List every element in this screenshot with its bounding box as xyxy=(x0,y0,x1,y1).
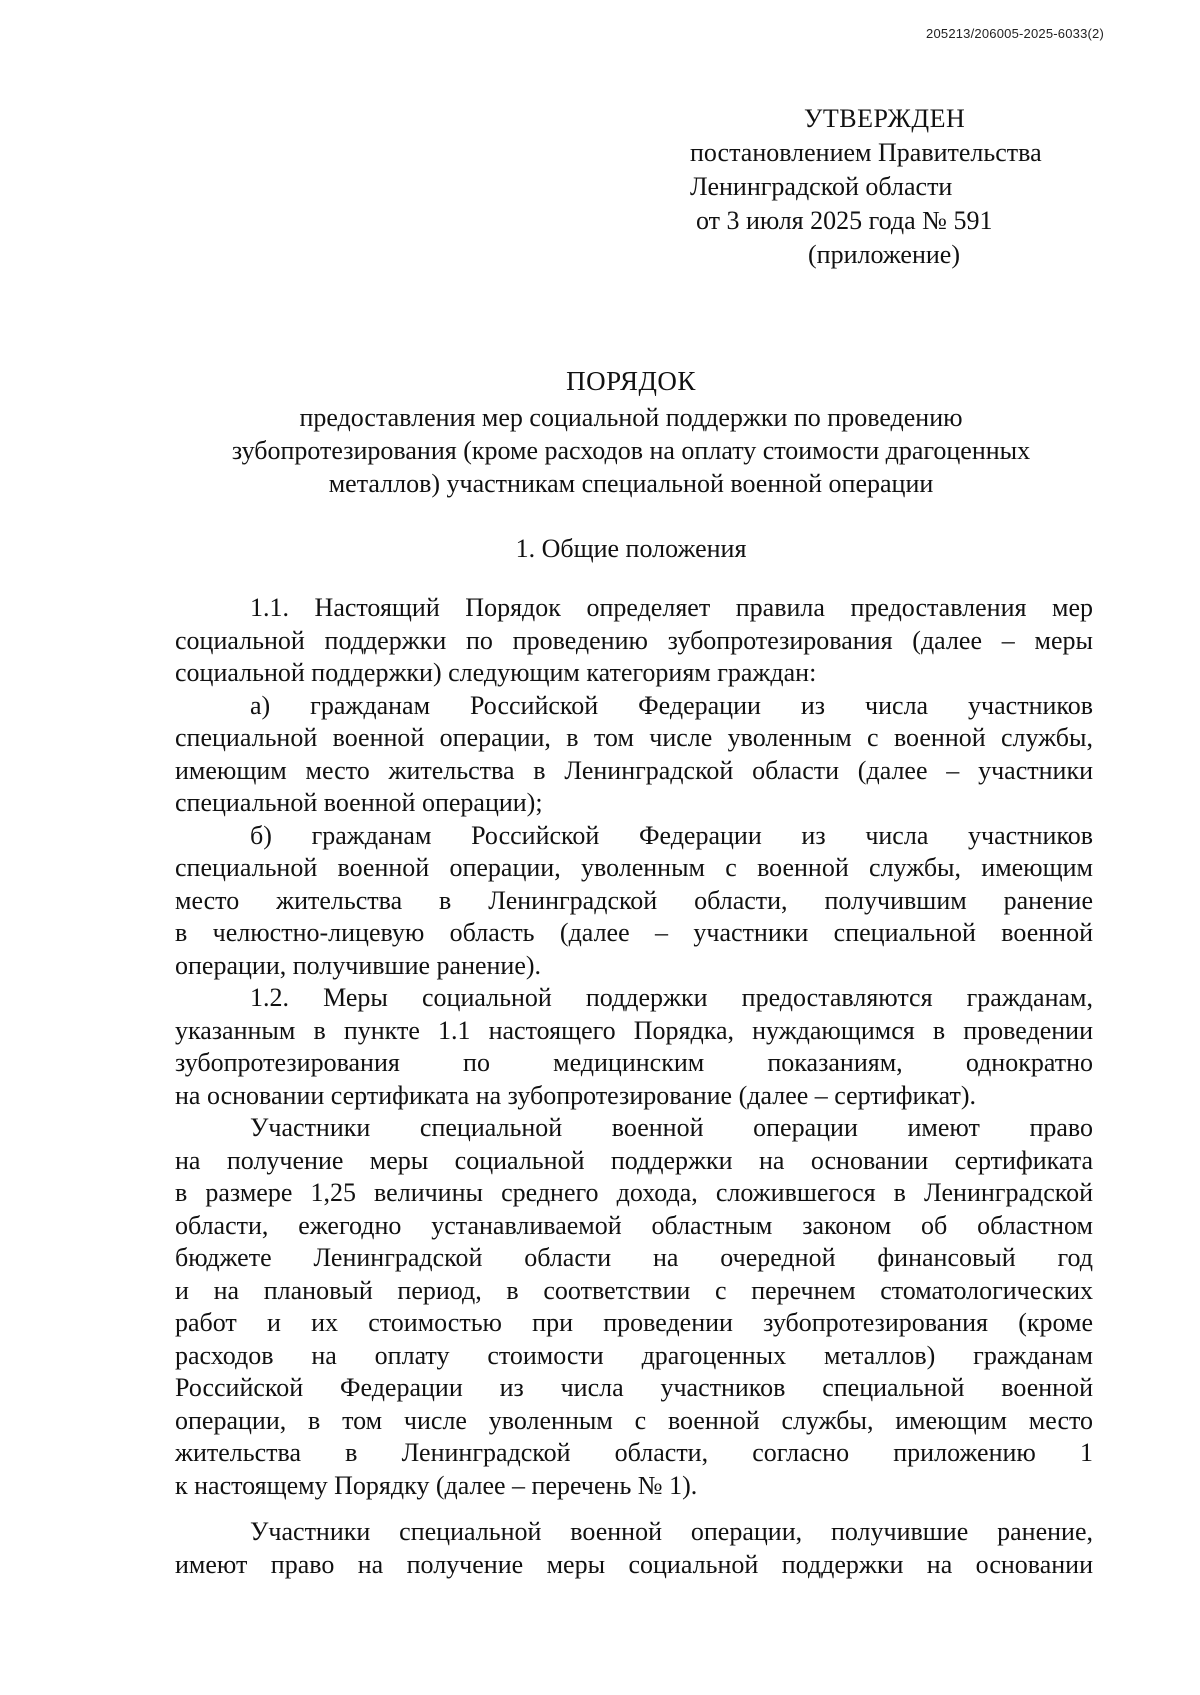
body-text xyxy=(175,592,1093,1581)
approval-stamp xyxy=(690,102,1110,272)
body-line: социальной поддержки) следующим категориям граждан: xyxy=(175,658,817,687)
body-line: к настоящему Порядку (далее – перечень № 1). xyxy=(175,1470,698,1500)
body-line: специальной военной операции, в том числе уволенным с военной службы, xyxy=(175,723,1093,752)
body-line: на получение меры социальной поддержки на основании сертификата xyxy=(175,1145,1093,1175)
approval-line-2: Ленинградской области xyxy=(690,172,953,201)
body-line: операции, в том числе уволенным с военной службы, имеющим место xyxy=(175,1405,1093,1435)
registration-number: 205213/206005-2025-6033(2) xyxy=(926,26,1104,41)
approval-line-1: постановлением Правительства xyxy=(690,138,1042,167)
body-line: указанным в пункте 1.1 настоящего Порядка, нуждающимся в проведении xyxy=(175,1015,1093,1045)
body-line: имеющим место жительства в Ленинградской области (далее – участники xyxy=(175,755,1093,785)
body-line: бюджете Ленинградской области на очередной финансовый год xyxy=(175,1243,1093,1272)
body-line: а) гражданам Российской Федерации из числа участников xyxy=(250,690,1093,720)
subtitle-line: металлов) участникам специальной военной операции xyxy=(328,469,934,498)
body-line: специальной военной операции, уволенным с военной службы, имеющим xyxy=(175,853,1093,882)
body-line: социальной поддержки по проведению зубопротезирования (далее – меры xyxy=(175,625,1093,655)
body-line: расходов на оплату стоимости драгоценных металлов) гражданам xyxy=(175,1340,1093,1370)
body-line: имеют право на получение меры социальной поддержки на основании xyxy=(175,1549,1093,1579)
document-title: ПОРЯДОК xyxy=(566,366,696,396)
body-line: в размере 1,25 величины среднего дохода, сложившегося в Ленинградской xyxy=(175,1178,1093,1207)
body-line: Российской Федерации из числа участников специальной военной xyxy=(175,1373,1093,1402)
body-line: жительства в Ленинградской области, согласно приложению 1 xyxy=(175,1438,1093,1467)
body-line: в челюстно-лицевую область (далее – участники специальной военной xyxy=(175,918,1093,947)
section-heading: 1. Общие положения xyxy=(515,534,747,563)
body-line: б) гражданам Российской Федерации из числа участников xyxy=(250,820,1093,850)
approval-line-3: от 3 июля 2025 года № 591 xyxy=(696,206,993,235)
paragraph-gap xyxy=(175,1502,1093,1516)
body-line: и на плановый период, в соответствии с перечнем стоматологических xyxy=(175,1275,1093,1305)
body-line: на основании сертификата на зубопротезирование (далее – сертификат). xyxy=(175,1080,976,1110)
subtitle-line: предоставления мер социальной поддержки по проведению xyxy=(299,403,963,432)
body-line: Участники специальной военной операции имеют право xyxy=(250,1113,1093,1142)
body-line: зубопротезирования по медицинским показаниям, однократно xyxy=(175,1048,1093,1077)
document-subtitle xyxy=(150,401,1112,500)
body-line: работ и их стоимостью при проведении зубопротезирования (кроме xyxy=(175,1308,1093,1337)
body-line: 1.1. Настоящий Порядок определяет правила предоставления мер xyxy=(250,593,1093,622)
body-line: специальной военной операции); xyxy=(175,788,543,817)
body-line: операции, получившие ранение). xyxy=(175,950,542,980)
body-line: области, ежегодно устанавливаемой областным законом об областном xyxy=(175,1210,1093,1240)
subtitle-line: зубопротезирования (кроме расходов на оплату стоимости драгоценных xyxy=(231,436,1031,465)
body-line: Участники специальной военной операции, получившие ранение, xyxy=(250,1517,1093,1546)
approval-line-4: (приложение) xyxy=(808,240,961,269)
approval-title: УТВЕРЖДЕН xyxy=(804,104,966,133)
body-line: 1.2. Меры социальной поддержки предоставляются гражданам, xyxy=(250,983,1093,1012)
body-line: место жительства в Ленинградской области, получившим ранение xyxy=(175,885,1093,915)
